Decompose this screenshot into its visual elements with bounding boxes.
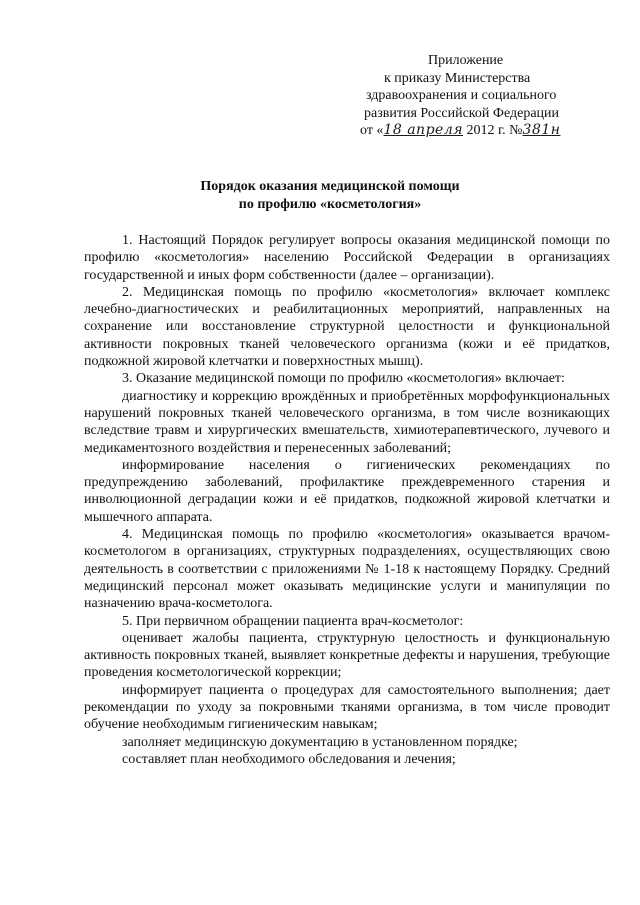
appendix-line-1: Приложение [428, 53, 504, 68]
paragraph-1: 1. Настоящий Порядок регулирует вопросы оказания медицинской помощи по профилю «косметология» населению Российской Федерации в организациях государственной и иных форм собственности (далее – организации). [84, 233, 610, 283]
order-date-line [360, 122, 630, 140]
paragraph-5-item-3: заполняет медицинскую документацию в установленном порядке; [122, 734, 518, 750]
document-body [84, 232, 610, 768]
title-line-1: Порядок оказания медицинской помощи [200, 179, 460, 194]
paragraph-5-item-2: информирует пациента о процедурах для самостоятельного выполнения; дает рекомендации по уходу за покровными тканями организма, в том числе проводит обучение необходимым гигиеническим навыкам; [84, 682, 610, 733]
appendix-line-4: развития Российской Федерации [364, 105, 560, 121]
appendix-line-2: к приказу Министерства [384, 70, 531, 86]
appendix-header [360, 52, 630, 140]
paragraph-3-item-1: диагностику и коррекцию врождённых и приобретённых морфофункциональных нарушений покровных тканей человеческого организма, в том числе возникающих вследствие травм и хирургических вмешательств, химиотерапевтического, лучевого и медикаментозного воздействия и перенесенных заболеваний; [84, 388, 610, 456]
paragraph-3-item-2: информирование населения о гигиенических рекомендациях по предупреждению заболеваний, профилактике преждевременного старения и инволюционной деградации кожи и её придатков, подкожной жировой клетчатки и мышечного аппарата. [84, 457, 610, 525]
paragraph-3: 3. Оказание медицинской помощи по профилю «косметология» включает: [122, 371, 565, 387]
document-title [60, 178, 600, 214]
order-year: 2012 г. № [463, 123, 523, 139]
paragraph-5-item-1: оценивает жалобы пациента, структурную целостность и функциональную активность покровных тканей, выявляет конкретные дефекты и нарушения, требующие проведения косметологической коррекции; [84, 630, 610, 681]
paragraph-4: 4. Медицинская помощь по профилю «косметология» оказывается врачом-косметологом в организациях, структурных подразделениях, осуществляющих свою деятельность в соответствии с приложениями № 1-18 к настоящему Порядку. Средний медицинский персонал может оказывать медицинские услуги и манипуляции по назначению врача-косметолога. [84, 527, 610, 612]
appendix-line-3: здравоохранения и социального [366, 88, 557, 104]
title-line-2: по профилю «косметология» [238, 197, 422, 212]
handwritten-date: 18 апреля [383, 122, 463, 139]
paragraph-5-item-4: составляет план необходимого обследования и лечения; [122, 751, 456, 767]
paragraph-5: 5. При первичном обращении пациента врач-косметолог: [122, 613, 464, 629]
date-prefix: от « [360, 123, 384, 139]
paragraph-2: 2. Медицинская помощь по профилю «косметология» включает комплекс лечебно-диагностических и реабилитационных мероприятий, направленных на сохранение или восстановление структурной целостности и функциональной активности покровных тканей человеческого организма (кожи и её придатков, подкожной жировой клетчатки и поверхностных мышц). [84, 284, 610, 370]
handwritten-order-number: 381н [522, 122, 561, 139]
